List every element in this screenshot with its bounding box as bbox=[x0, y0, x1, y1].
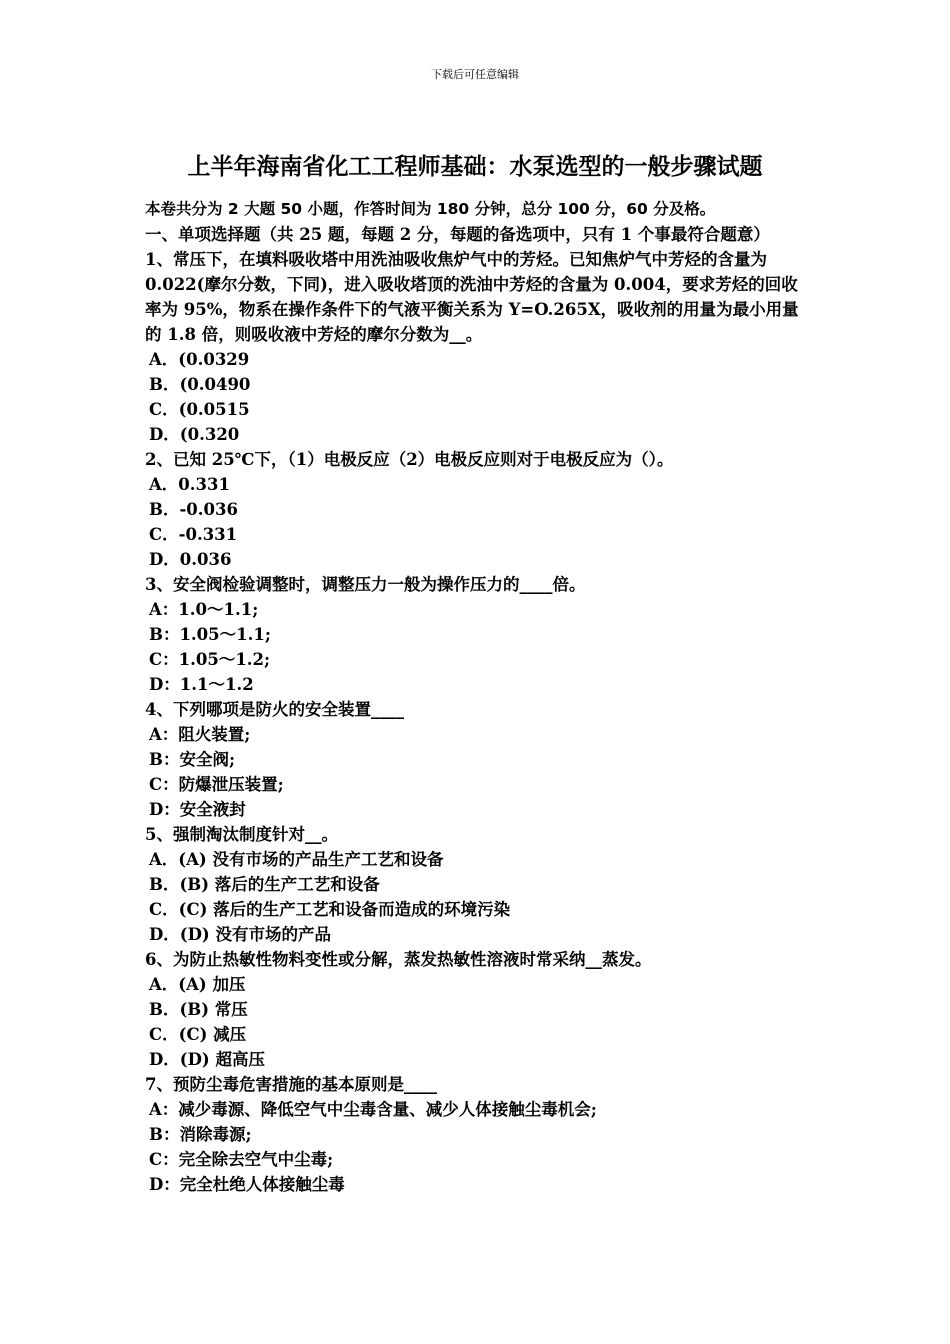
option: C：防爆泄压装置; bbox=[149, 775, 284, 794]
option: B．(0.0490 bbox=[149, 375, 251, 394]
section-heading: 一、单项选择题（共 25 题，每题 2 分，每题的备选项中，只有 1 个事最符合题意） bbox=[145, 225, 770, 244]
question-text: 5、强制淘汰制度针对__。 bbox=[145, 825, 338, 844]
document-body bbox=[145, 197, 813, 1197]
question-text: 6、为防止热敏性物料变性或分解，蒸发热敏性溶液时常采纳__蒸发。 bbox=[145, 950, 652, 969]
option: D：完全杜绝人体接触尘毒 bbox=[149, 1175, 345, 1194]
question bbox=[145, 822, 813, 947]
option: B：消除毒源; bbox=[149, 1125, 252, 1144]
header-note: 下载后可任意编辑 bbox=[431, 68, 519, 81]
exam-intro: 本卷共分为 2 大题 50 小题，作答时间为 180 分钟，总分 100 分，60 分及格。 bbox=[145, 200, 716, 218]
option: D：1.1～1.2 bbox=[149, 675, 254, 694]
option: A：阻火装置; bbox=[149, 725, 251, 744]
option: C．(0.0515 bbox=[149, 400, 250, 419]
option: A．0.331 bbox=[149, 475, 230, 494]
question bbox=[145, 1072, 813, 1197]
option: A．(A) 加压 bbox=[149, 975, 246, 994]
question bbox=[145, 447, 813, 572]
option: B．-0.036 bbox=[149, 500, 238, 519]
option: A．(A) 没有市场的产品生产工艺和设备 bbox=[149, 850, 444, 869]
option: A：1.0～1.1; bbox=[149, 600, 259, 619]
question-text: 7、预防尘毒危害措施的基本原则是____ bbox=[145, 1075, 437, 1094]
option: D．(D) 没有市场的产品 bbox=[149, 925, 331, 944]
question bbox=[145, 247, 813, 447]
option: A：减少毒源、降低空气中尘毒含量、减少人体接触尘毒机会; bbox=[149, 1100, 597, 1119]
option: B．(B) 落后的生产工艺和设备 bbox=[149, 875, 380, 894]
option: B：安全阀; bbox=[149, 750, 236, 769]
option: D．0.036 bbox=[149, 550, 232, 569]
question bbox=[145, 572, 813, 697]
option: C．-0.331 bbox=[149, 525, 238, 544]
option: C．(C) 减压 bbox=[149, 1025, 247, 1044]
question-text: 1、常压下，在填料吸收塔中用洗油吸收焦炉气中的芳烃。已知焦炉气中芳烃的含量为 0.022(摩尔分数，下同)，进入吸收塔顶的洗油中芳烃的含量为 0.004，要求芳烃的回收率为 95%，物系在操作条件下的气液平衡关系为 Y=O.265X，吸收剂的用量为最小用量的 1.8 倍，则吸收液中芳烃的摩尔分数为__。 bbox=[145, 250, 799, 344]
question-text: 4、下列哪项是防火的安全装置____ bbox=[145, 700, 404, 719]
question-list bbox=[145, 247, 813, 1197]
option: B．(B) 常压 bbox=[149, 1000, 248, 1019]
option: B：1.05～1.1; bbox=[149, 625, 271, 644]
option: A．(0.0329 bbox=[149, 350, 250, 369]
option: C：1.05～1.2; bbox=[149, 650, 271, 669]
option: D．(D) 超高压 bbox=[149, 1050, 265, 1069]
option: D．(0.320 bbox=[149, 425, 240, 444]
option: D：安全液封 bbox=[149, 800, 246, 819]
option: C：完全除去空气中尘毒; bbox=[149, 1150, 334, 1169]
page-title: 上半年海南省化工工程师基础：水泵选型的一般步骤试题 bbox=[187, 153, 763, 180]
question-text: 3、安全阀检验调整时，调整压力一般为操作压力的____倍。 bbox=[145, 575, 586, 594]
question bbox=[145, 947, 813, 1072]
question-text: 2、已知 25℃下，（1）电极反应（2）电极反应则对于电极反应为（）。 bbox=[145, 450, 674, 469]
question bbox=[145, 697, 813, 822]
option: C．(C) 落后的生产工艺和设备而造成的环境污染 bbox=[149, 900, 511, 919]
